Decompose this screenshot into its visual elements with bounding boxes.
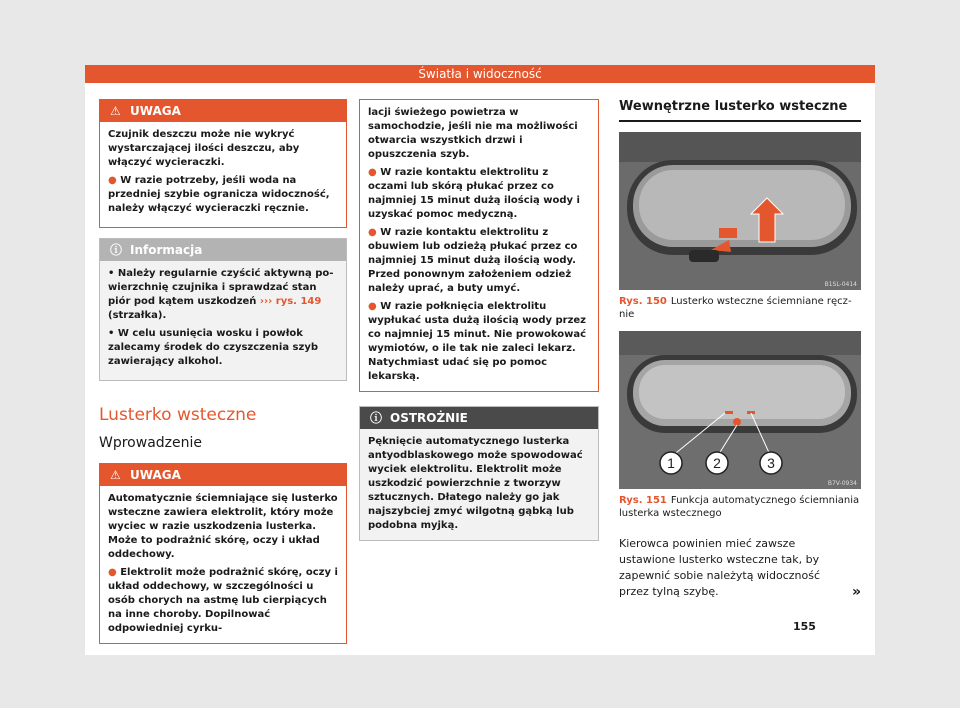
- body-paragraph: Kierowca powinien mieć zawsze ustawione lusterko wsteczne tak, by zapewnić sobie należytą widoczność przez tylną szybę.: [619, 537, 821, 598]
- figure-code: B7V-0934: [827, 480, 857, 487]
- caution-body: [360, 429, 598, 540]
- warning-bullet: ● W razie kontaktu elektrolitu z obuwiem lub odzieżą płukać przez co najmniej 15 minut dużą ilością wody. Przed ponownym założeniem odzież należy uprać, a buty umyć.: [368, 227, 578, 294]
- info-title: Informacja: [130, 243, 203, 257]
- warning-body: [360, 100, 598, 391]
- bullet-icon: ●: [108, 567, 117, 578]
- warning-bullet: ● W razie połknięcia elektrolitu wypłukać usta dużą ilością wody przez co najmniej 15 minut. Nie prowokować wymiotów, o ile tak nie zaleci lekarz. Natychmiast udać się po pomoc lekarską.: [368, 301, 587, 382]
- caution-box: [359, 406, 599, 541]
- section-subtitle: Wprowadzenie: [99, 435, 202, 451]
- info-bullet-2: • W celu usunięcia wosku i powłok zalecamy środek do czyszczenia szyb zawierający alkohol.: [108, 328, 319, 367]
- figure-mirror-automatic: [619, 331, 861, 489]
- caution-circle-icon: ⓘ: [370, 411, 383, 425]
- warning-box-continued: [359, 99, 599, 392]
- figure-label: Rys. 150: [619, 296, 667, 307]
- continue-arrow-icon: »: [851, 584, 861, 600]
- warning-bullet: ● Elektrolit może podrażnić skórę, oczy i układ oddechowy, w szczególności u osób chorych na astmę lub cierpiących na inne choroby. Dopilnować odpowiedniej cyrku-: [108, 567, 338, 634]
- caution-header: [360, 407, 598, 429]
- warning-paragraph: lacji świeżego powietrza w samochodzie, jeśli nie ma możliwości otwarcia wszystkich drzwi i opuszczenia szyb.: [368, 107, 578, 160]
- warning-body: [100, 486, 346, 643]
- figure-caption: Rys. 150 Lusterko wsteczne ściemniane ręcznie: [619, 296, 852, 320]
- section-title: Lusterko wsteczne: [99, 405, 257, 425]
- warning-triangle-icon: ⚠: [110, 104, 121, 118]
- figure-caption: Rys. 151 Funkcja automatycznego ściemniania lusterka wstecznego: [619, 495, 860, 519]
- marker-1: 1: [667, 455, 675, 471]
- warning-title: UWAGA: [130, 104, 181, 118]
- bullet-icon: ●: [368, 227, 377, 238]
- column-left: [99, 99, 347, 654]
- info-body: [100, 261, 346, 380]
- warning-header: [100, 464, 346, 486]
- bullet-icon: ●: [368, 301, 377, 312]
- caution-title: OSTROŻNIE: [390, 411, 468, 425]
- chapter-header: Światła i widoczność: [85, 65, 875, 83]
- warning-box-sensor: [99, 99, 347, 228]
- marker-3: 3: [767, 455, 775, 471]
- figure-reference-link[interactable]: ››› rys. 149: [259, 296, 322, 307]
- subsection-title: Wewnętrzne lusterko wsteczne: [619, 99, 861, 122]
- warning-title: UWAGA: [130, 468, 181, 482]
- column-right: [619, 99, 861, 600]
- warning-bullet: ● W razie potrzeby, jeśli woda na przedniej szybie ogranicza widoczność, należy włączyć wycieraczki ręcznie.: [108, 175, 330, 214]
- body-text-block: [619, 536, 861, 600]
- figure-mirror-manual: [619, 132, 861, 290]
- warning-paragraph: Czujnik deszczu może nie wykryć wystarczającej ilości deszczu, aby włączyć wycieraczki.: [108, 129, 300, 168]
- figure-code: B1SL-0414: [824, 281, 857, 288]
- warning-triangle-icon: ⚠: [110, 468, 121, 482]
- info-icon: ⓘ: [110, 243, 123, 257]
- caution-paragraph: Pęknięcie automatycznego lusterka antyodblaskowego może spowodować wyciek elektrolitu. Elektrolit może uszkodzić powierzchnie z tworzyw sztucznych. Dłatego należy go jak najszybciej zmyć wilgotną gąbką lub podobna myjką.: [368, 436, 583, 531]
- mirror-manual-illustration: [619, 132, 861, 290]
- mirror-automatic-illustration: [619, 331, 861, 489]
- bullet-icon: ●: [108, 175, 117, 186]
- column-middle: [359, 99, 599, 551]
- marker-2: 2: [713, 455, 721, 471]
- page-number: 155: [793, 620, 816, 633]
- warning-bullet: ● W razie kontaktu elektrolitu z oczami lub skórą płukać przez co najmniej 15 minut dużą ilością wody i uzyskać pomoc medyczną.: [368, 167, 580, 220]
- info-header: [100, 239, 346, 261]
- info-box: [99, 238, 347, 381]
- warning-box-electrolyte: [99, 463, 347, 644]
- warning-body: [100, 122, 346, 227]
- manual-page: [85, 65, 875, 655]
- warning-paragraph: Automatycznie ściemniające się lusterko wsteczne zawiera elektrolit, który może wyciec w razie uszkodzenia lusterka. Może to podrażnić skórę, oczy i układ oddechowy.: [108, 493, 338, 560]
- bullet-icon: ●: [368, 167, 377, 178]
- info-bullet-1: • Należy regularnie czyścić aktywną powierzchnię czujnika i sprawdzać stan piór pod kątem uszkodzeń ››› rys. 149 (strzałka).: [108, 268, 334, 321]
- figure-label: Rys. 151: [619, 495, 667, 506]
- warning-header: [100, 100, 346, 122]
